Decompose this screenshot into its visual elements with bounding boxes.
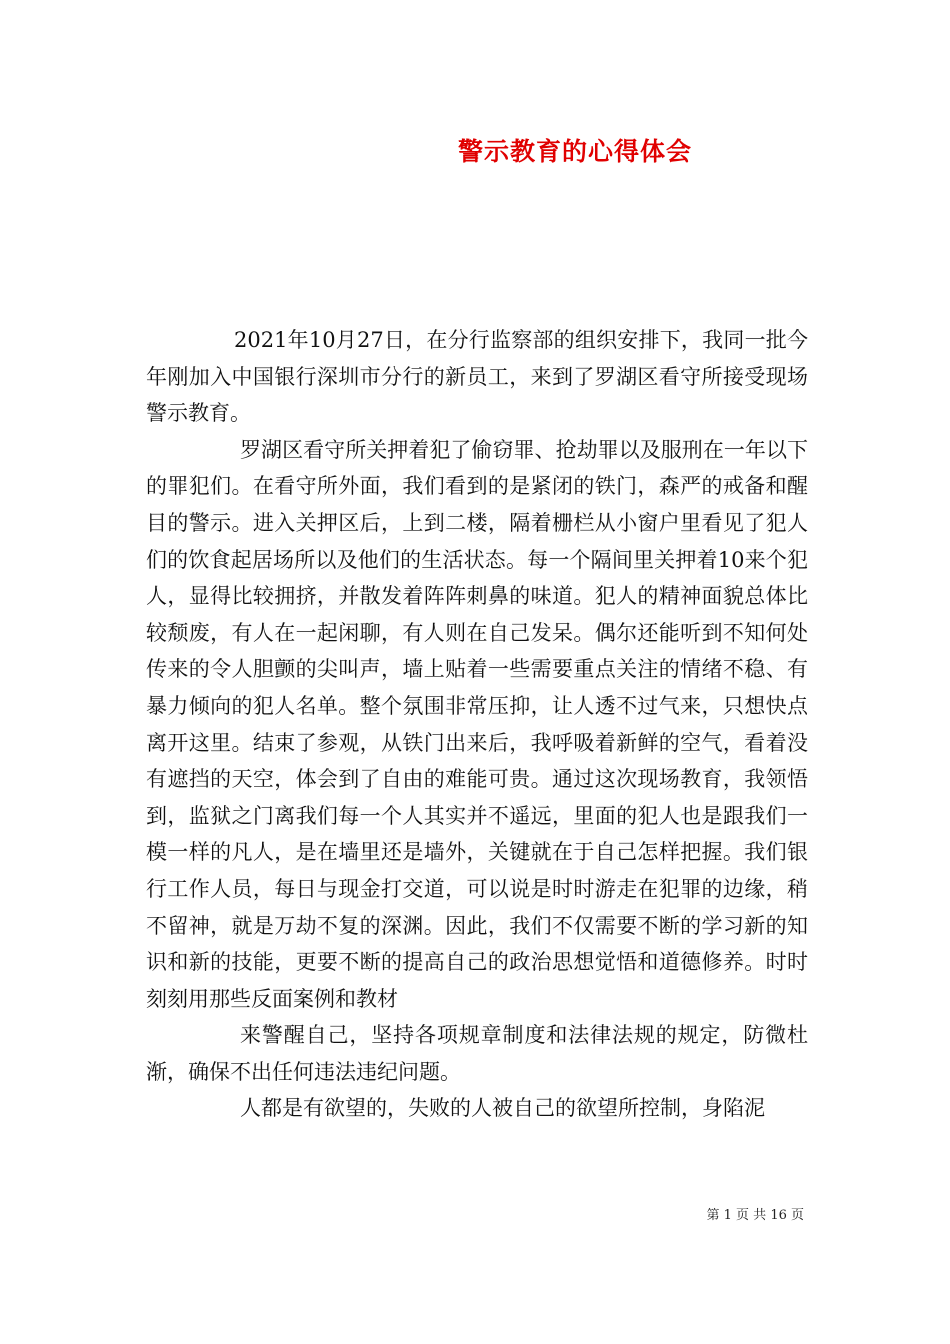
paragraph-2: 罗湖区看守所关押着犯了偷窃罪、抢劫罪以及服刑在一年以下的罪犯们。在看守所外面，我们看到的是紧闭的铁门，森严的戒备和醒目的警示。进入关押区后，上到二楼，隔着栅栏从小窗户里看见了犯人们的饮食起居场所以及他们的生活状态。每一个隔间里关押着10来个犯人，显得比较拥挤，并散发着阵阵刺鼻的味道。犯人的精神面貌总体比较颓废，有人在一起闲聊，有人则在自己发呆。偶尔还能听到不知何处传来的令人胆颤的尖叫声，墙上贴着一些需要重点关注的情绪不稳、有暴力倾向的犯人名单。整个氛围非常压抑，让人透不过气来，只想快点离开这里。结束了参观，从铁门出来后，我呼吸着新鲜的空气，看着没有遮挡的天空，体会到了自由的难能可贵。通过这次现场教育，我领悟到，监狱之门离我们每一个人其实并不遥远，里面的犯人也是跟我们一模一样的凡人，是在墙里还是墙外，关键就在于自己怎样把握。我们银行工作人员，每日与现金打交道，可以说是时时游走在犯罪的边缘，稍不留神，就是万劫不复的深渊。因此，我们不仅需要不断的学习新的知识和新的技能，更要不断的提高自己的政治思想觉悟和道德修养。时时刻刻用那些反面案例和教材 bbox=[146, 437, 808, 1011]
page-number-footer: 第 1 页 共 16 页 bbox=[706, 1208, 804, 1223]
document-title: 警示教育的心得体会 bbox=[457, 137, 692, 166]
paragraph-1: 2021年10月27日，在分行监察部的组织安排下，我同一批今年刚加入中国银行深圳市分行的新员工，来到了罗湖区看守所接受现场警示教育。 bbox=[146, 328, 808, 426]
paragraph-4: 人都是有欲望的，失败的人被自己的欲望所控制，身陷泥 bbox=[240, 1096, 765, 1121]
document-body bbox=[146, 322, 808, 1127]
paragraph-3: 来警醒自己，坚持各项规章制度和法律法规的规定，防微杜渐，确保不出任何违法违纪问题。 bbox=[146, 1023, 808, 1084]
